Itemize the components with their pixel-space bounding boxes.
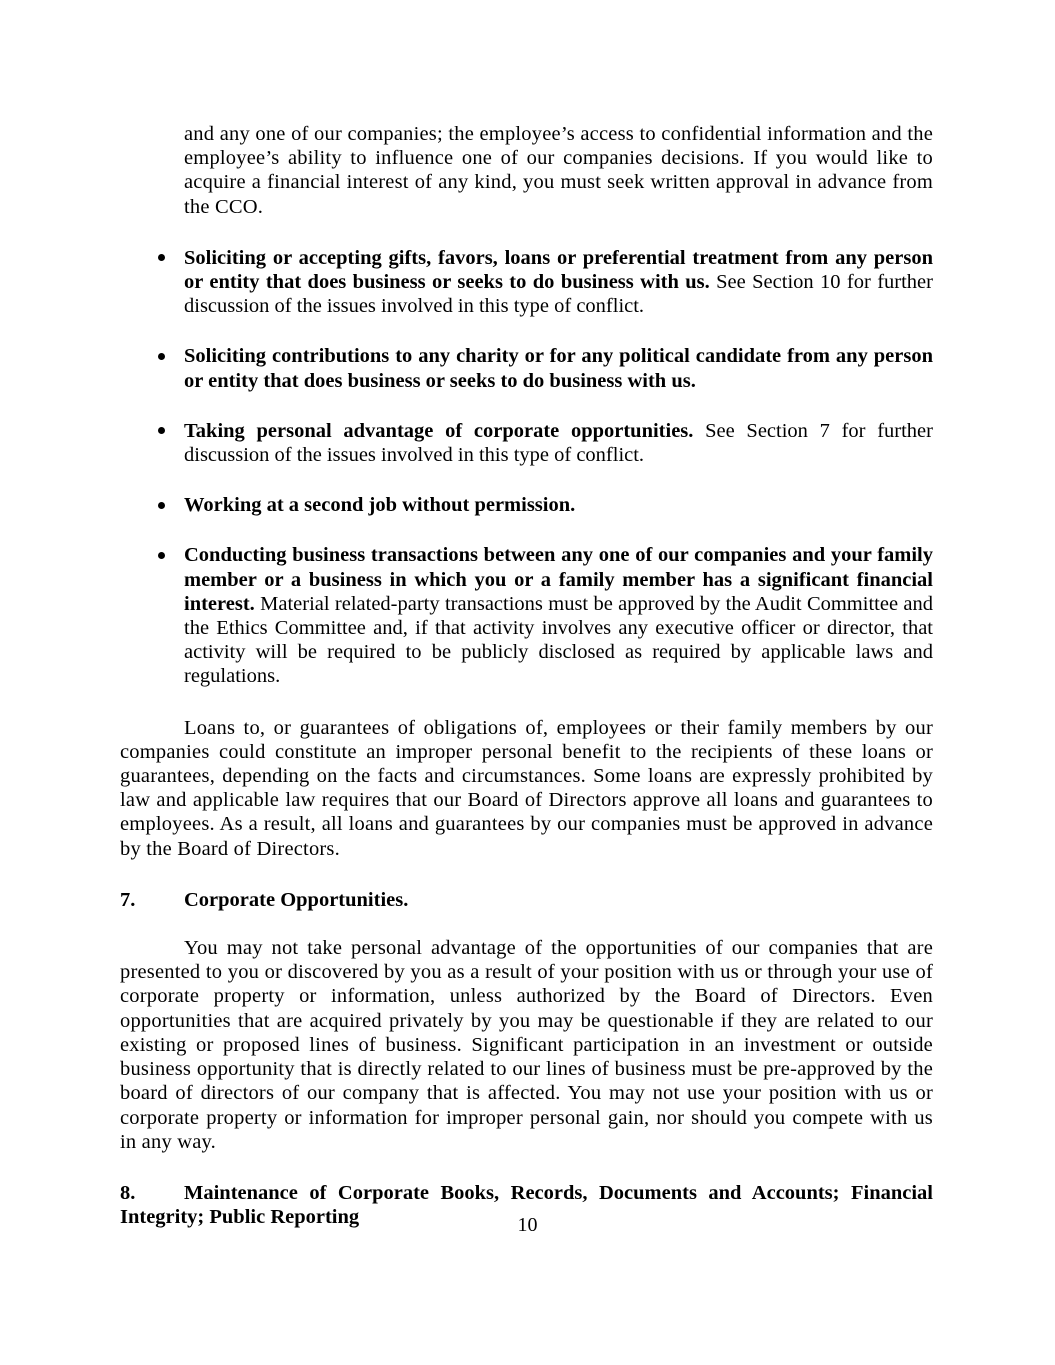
section-7-title: Corporate Opportunities. (184, 888, 409, 911)
list-item-rest: See Section 7 for further discussion of the issues involved in this type of conflict. (184, 419, 933, 467)
list-item (184, 344, 933, 392)
list-item-body (184, 246, 933, 319)
list-item (184, 493, 933, 517)
list-item (184, 543, 933, 688)
spacer (120, 861, 933, 888)
section-7-paragraph: You may not take personal advantage of the opportunities of our companies that are presented to you or discovered by you as a result of your position with us or through your use of corporate property or information, unless authorized by the Board of Directors. Even opportunities that are acquired privately by you may be questionable if they are related to our existing or proposed lines of business. Significant participation in an investment or outside business opportunity that is directly related to our lines of business must be pre-approved by the board of directors of our company that is affected. You may not use your position with us or corporate property or information for improper personal gain, nor should you compete with us in any way. (120, 937, 933, 1153)
list-item-lead: Soliciting contributions to any charity or for any political candidate from any person or entity that does business or seeks to do business with us. (184, 345, 933, 392)
spacer (120, 912, 933, 936)
bullet-dot-icon (158, 344, 172, 368)
loans-paragraph: Loans to, or guarantees of obligations of, employees or their family members by our companies could constitute an improper personal benefit to the recipients of these loans or guarantees, depending on the facts and circumstances. Some loans are expressly prohibited by law and applicable law requires that our Board of Directors approve all loans and guarantees to employees. As a result, all loans and guarantees by our companies must be approved in advance by the Board of Directors. (120, 716, 933, 860)
page-content (120, 122, 933, 1229)
spacer (120, 1154, 933, 1181)
bullet-dot-icon (158, 419, 172, 443)
list-item-lead: Conducting business transactions between any one of our companies and your family member or a business in which you or a family member has a significant financial interest. (184, 544, 933, 615)
list-item-body (184, 493, 933, 517)
list-item-lead: Soliciting or accepting gifts, favors, loans or preferential treatment from any person or entity that does business or seeks to do business with us. (184, 246, 933, 294)
spacer (120, 689, 933, 716)
bullet-dot-icon (158, 493, 172, 517)
list-item-body (184, 344, 933, 392)
list-item (184, 419, 933, 467)
list-item-lead: Taking personal advantage of corporate opportunities. (184, 419, 694, 442)
spacer (120, 219, 933, 246)
list-item-body (184, 419, 933, 467)
list-item-rest: See Section 10 for further discussion of the issues involved in this type of conflict. (184, 271, 933, 318)
bullet-dot-icon (158, 543, 172, 567)
section-7-heading (120, 888, 933, 912)
section-8-title: Maintenance of Corporate Books, Records, Documents and Accounts; Financial Integrity; Public Reporting (120, 1181, 933, 1229)
conflicts-bullet-list (120, 246, 933, 689)
list-item-body (184, 543, 933, 688)
continuation-paragraph: and any one of our companies; the employee’s access to confidential information and the employee’s ability to influence one of our companies decisions. If you would like to acquire a financial interest of any kind, you must seek written approval in advance from the CCO. (184, 123, 933, 218)
list-item (184, 246, 933, 319)
page-number: 10 (517, 1214, 538, 1236)
list-item-lead: Working at a second job without permission. (184, 494, 576, 517)
section-8-number: 8. (120, 1181, 136, 1204)
list-item-rest: Material related-party transactions must be approved by the Audit Committee and the Ethics Committee and, if that activity involves any executive officer or director, that activity will be required to be publicly disclosed as required by applicable laws and regulations. (184, 592, 933, 688)
bullet-dot-icon (158, 246, 172, 270)
section-7-number: 7. (120, 888, 136, 911)
